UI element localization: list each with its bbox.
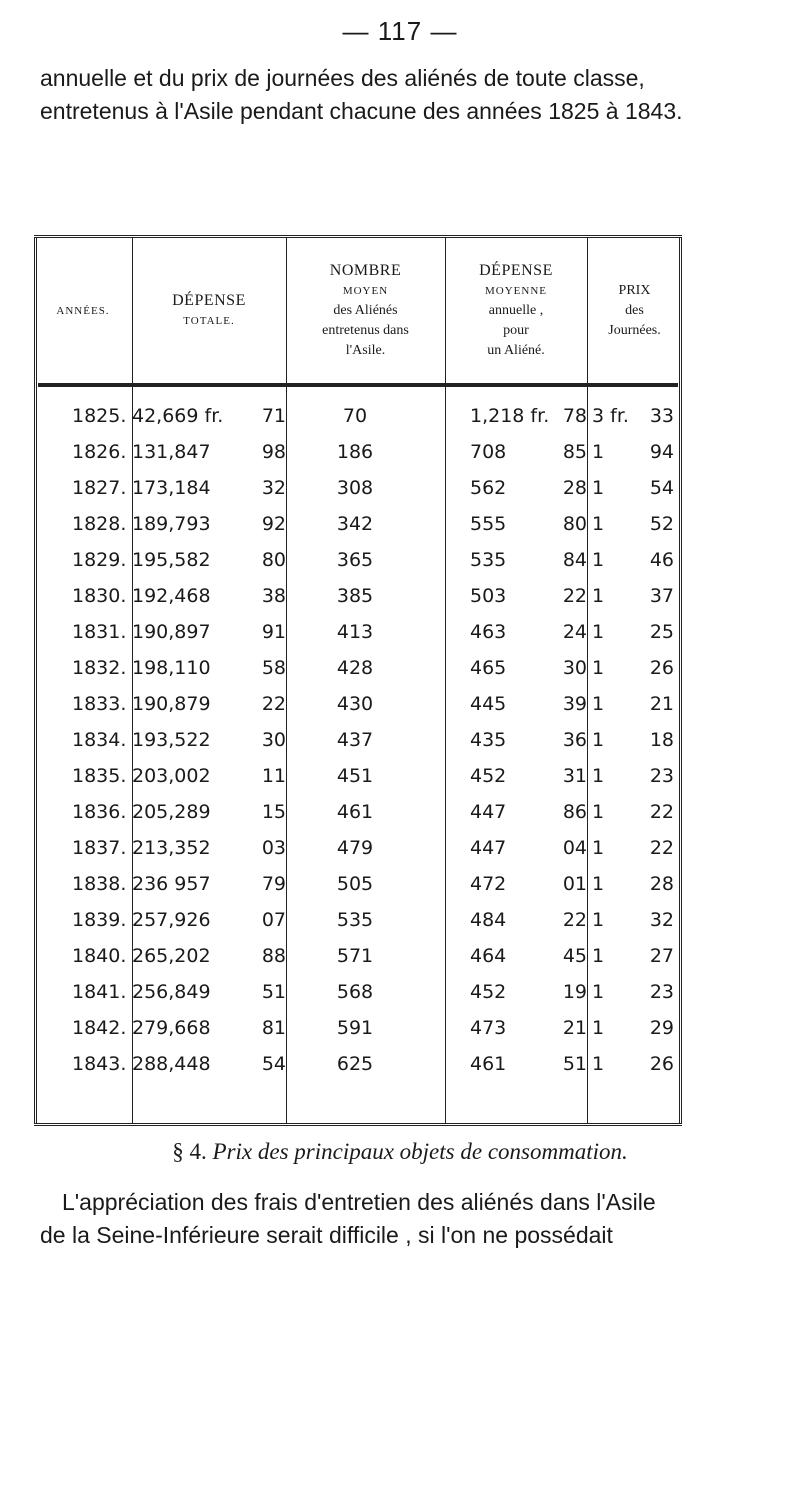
year-cell: 1837. — [72, 837, 127, 859]
table-row — [34, 905, 682, 941]
daily-price-cell: 1 — [592, 693, 605, 715]
year-cell: 1828. — [72, 513, 127, 535]
year-cell: 1825. — [72, 405, 127, 427]
header-text: TOTALE. — [183, 314, 235, 327]
table-row — [34, 401, 682, 437]
avg-expense-cell: 461 — [470, 1053, 507, 1075]
avg-expense-cell: 447 — [470, 837, 507, 859]
total-expense-cell: 131,847 — [132, 441, 211, 463]
avg-count-cell: 451 — [336, 765, 374, 787]
daily-price-cell: 1 — [592, 765, 605, 787]
total-expense-cell: 213,352 — [132, 837, 211, 859]
avg-count-cell: 505 — [336, 873, 374, 895]
total-expense-cents-cell: 51 — [261, 981, 286, 1003]
avg-expense-cents-cell: 80 — [562, 513, 587, 535]
avg-expense-cents-cell: 39 — [562, 693, 587, 715]
daily-price-cents-cell: 26 — [649, 657, 674, 679]
page-number: — 117 — — [342, 16, 458, 46]
daily-price-cents-cell: 23 — [649, 765, 674, 787]
daily-price-cents-cell: 18 — [649, 729, 674, 751]
year-cell: 1843. — [72, 1053, 127, 1075]
total-expense-cents-cell: 38 — [261, 585, 286, 607]
avg-count-cell: 591 — [336, 1017, 374, 1039]
avg-expense-cents-cell: 19 — [562, 981, 587, 1003]
table-row — [34, 581, 682, 617]
avg-expense-cell: 463 — [470, 621, 507, 643]
daily-price-cents-cell: 26 — [649, 1053, 674, 1075]
daily-price-cell: 1 — [592, 729, 605, 751]
header-rule — [38, 383, 678, 387]
avg-expense-cell: 708 — [470, 441, 507, 463]
year-cell: 1834. — [72, 729, 127, 751]
header-depense-totale — [132, 238, 286, 383]
avg-count-cell: 625 — [336, 1053, 374, 1075]
daily-price-cents-cell: 22 — [649, 801, 674, 823]
total-expense-cents-cell: 07 — [261, 909, 286, 931]
total-expense-cell: 205,289 — [132, 801, 211, 823]
table-row — [34, 545, 682, 581]
table-row — [34, 761, 682, 797]
header-nombre-moyen — [286, 238, 445, 383]
avg-count-cell: 568 — [336, 981, 374, 1003]
total-expense-cell: 189,793 — [132, 513, 211, 535]
header-text: pour — [503, 322, 529, 338]
header-text: MOYENNE — [485, 284, 547, 297]
daily-price-cell: 1 — [592, 981, 605, 1003]
avg-expense-cell: 464 — [470, 945, 507, 967]
total-expense-cell: 279,668 — [132, 1017, 211, 1039]
table-body — [34, 401, 682, 1085]
header-text: annuelle , — [488, 302, 544, 318]
total-expense-cents-cell: 22 — [261, 693, 286, 715]
daily-price-cell: 1 — [592, 441, 605, 463]
avg-expense-cell: 484 — [470, 909, 507, 931]
avg-expense-cents-cell: 22 — [562, 585, 587, 607]
total-expense-cents-cell: 15 — [261, 801, 286, 823]
year-cell: 1840. — [72, 945, 127, 967]
total-expense-cents-cell: 80 — [261, 549, 286, 571]
total-expense-cents-cell: 98 — [261, 441, 286, 463]
total-expense-cell: 193,522 — [132, 729, 211, 751]
table-row — [34, 833, 682, 869]
total-expense-cents-cell: 03 — [261, 837, 286, 859]
total-expense-cents-cell: 91 — [261, 621, 286, 643]
header-text: l'Asile. — [345, 342, 386, 358]
daily-price-cents-cell: 33 — [649, 405, 674, 427]
daily-price-cell: 3 fr. — [592, 405, 629, 427]
year-cell: 1836. — [72, 801, 127, 823]
total-expense-cell: 257,926 — [132, 909, 211, 931]
avg-count-cell: 535 — [336, 909, 374, 931]
avg-expense-cents-cell: 21 — [562, 1017, 587, 1039]
table-row — [34, 437, 682, 473]
header-text: des Aliénés — [333, 302, 398, 318]
total-expense-cell: 256,849 — [132, 981, 211, 1003]
daily-price-cents-cell: 28 — [649, 873, 674, 895]
year-cell: 1829. — [72, 549, 127, 571]
daily-price-cents-cell: 46 — [649, 549, 674, 571]
total-expense-cell: 195,582 — [132, 549, 211, 571]
header-text: Journées. — [608, 322, 661, 338]
year-cell: 1827. — [72, 477, 127, 499]
total-expense-cell: 203,002 — [132, 765, 211, 787]
daily-price-cents-cell: 52 — [649, 513, 674, 535]
total-expense-cell: 190,879 — [132, 693, 211, 715]
table-row — [34, 797, 682, 833]
table-row — [34, 1049, 682, 1085]
avg-count-cell: 413 — [336, 621, 374, 643]
avg-expense-cell: 562 — [470, 477, 507, 499]
section-heading — [0, 1139, 800, 1165]
daily-price-cell: 1 — [592, 513, 605, 535]
avg-expense-cell: 465 — [470, 657, 507, 679]
table-row — [34, 689, 682, 725]
daily-price-cents-cell: 22 — [649, 837, 674, 859]
total-expense-cents-cell: 30 — [261, 729, 286, 751]
daily-price-cell: 1 — [592, 1017, 605, 1039]
total-expense-cell: 265,202 — [132, 945, 211, 967]
total-expense-cell: 190,897 — [132, 621, 211, 643]
year-cell: 1831. — [72, 621, 127, 643]
header-depense-moyenne — [445, 238, 587, 383]
avg-count-cell: 70 — [342, 405, 368, 427]
daily-price-cell: 1 — [592, 801, 605, 823]
avg-expense-cents-cell: 85 — [562, 441, 587, 463]
daily-price-cents-cell: 21 — [649, 693, 674, 715]
total-expense-cents-cell: 11 — [261, 765, 286, 787]
total-expense-cell: 198,110 — [132, 657, 211, 679]
daily-price-cents-cell: 94 — [649, 441, 674, 463]
avg-count-cell: 461 — [336, 801, 374, 823]
daily-price-cents-cell: 37 — [649, 585, 674, 607]
avg-expense-cents-cell: 04 — [562, 837, 587, 859]
table-row — [34, 1013, 682, 1049]
intro-line: entretenus à l'Asile pendant chacune des années 1825 à 1843. — [40, 98, 683, 124]
avg-expense-cents-cell: 24 — [562, 621, 587, 643]
daily-price-cents-cell: 29 — [649, 1017, 674, 1039]
table-row — [34, 473, 682, 509]
total-expense-cell: 192,468 — [132, 585, 211, 607]
avg-count-cell: 186 — [336, 441, 374, 463]
header-prix-journees — [587, 238, 682, 383]
daily-price-cell: 1 — [592, 621, 605, 643]
daily-price-cell: 1 — [592, 585, 605, 607]
avg-expense-cents-cell: 86 — [562, 801, 587, 823]
avg-count-cell: 571 — [336, 945, 374, 967]
table-row — [34, 941, 682, 977]
avg-expense-cell: 452 — [470, 981, 507, 1003]
header-annees — [34, 238, 132, 383]
intro-line: annuelle et du prix de journées des aliénés de toute classe, — [40, 65, 645, 91]
paragraph-line: de la Seine-Inférieure serait difficile , si l'on ne possédait — [40, 1222, 613, 1248]
avg-expense-cents-cell: 01 — [562, 873, 587, 895]
avg-expense-cell: 1,218 fr. — [470, 405, 550, 427]
avg-count-cell: 479 — [336, 837, 374, 859]
year-cell: 1835. — [72, 765, 127, 787]
avg-expense-cell: 445 — [470, 693, 507, 715]
header-text: entretenus dans — [322, 322, 409, 338]
daily-price-cell: 1 — [592, 1053, 605, 1075]
paragraph-line: L'appréciation des frais d'entretien des aliénés dans l'Asile — [62, 1189, 656, 1215]
expense-table — [34, 235, 682, 1126]
total-expense-cell: 288,448 — [132, 1053, 211, 1075]
avg-expense-cell: 555 — [470, 513, 507, 535]
avg-expense-cents-cell: 84 — [562, 549, 587, 571]
avg-expense-cents-cell: 28 — [562, 477, 587, 499]
avg-expense-cell: 503 — [470, 585, 507, 607]
header-text: PRIX — [618, 282, 651, 298]
table-row — [34, 869, 682, 905]
avg-expense-cell: 447 — [470, 801, 507, 823]
year-cell: 1832. — [72, 657, 127, 679]
header-text: NOMBRE — [329, 261, 402, 279]
avg-count-cell: 385 — [336, 585, 374, 607]
total-expense-cents-cell: 71 — [261, 405, 286, 427]
avg-count-cell: 437 — [336, 729, 374, 751]
total-expense-cents-cell: 81 — [261, 1017, 286, 1039]
daily-price-cell: 1 — [592, 477, 605, 499]
section-number: § 4. — [172, 1139, 207, 1164]
total-expense-cell: 42,669 fr. — [132, 405, 224, 427]
avg-count-cell: 342 — [336, 513, 374, 535]
avg-expense-cents-cell: 51 — [562, 1053, 587, 1075]
daily-price-cell: 1 — [592, 657, 605, 679]
section-title: Prix des principaux objets de consommation. — [212, 1139, 628, 1164]
year-cell: 1839. — [72, 909, 127, 931]
avg-expense-cell: 452 — [470, 765, 507, 787]
daily-price-cell: 1 — [592, 837, 605, 859]
header-text: des — [625, 302, 644, 318]
body-paragraph — [40, 1186, 780, 1252]
avg-expense-cents-cell: 45 — [562, 945, 587, 967]
total-expense-cents-cell: 92 — [261, 513, 286, 535]
total-expense-cents-cell: 32 — [261, 477, 286, 499]
avg-expense-cell: 472 — [470, 873, 507, 895]
header-text: DÉPENSE — [479, 261, 553, 279]
table-row — [34, 653, 682, 689]
avg-expense-cell: 473 — [470, 1017, 507, 1039]
header-text: MOYEN — [342, 284, 389, 297]
year-cell: 1830. — [72, 585, 127, 607]
avg-expense-cents-cell: 31 — [562, 765, 587, 787]
avg-expense-cents-cell: 22 — [562, 909, 587, 931]
avg-expense-cents-cell: 36 — [562, 729, 587, 751]
daily-price-cents-cell: 32 — [649, 909, 674, 931]
total-expense-cents-cell: 58 — [261, 657, 286, 679]
avg-count-cell: 430 — [336, 693, 374, 715]
avg-expense-cents-cell: 78 — [562, 405, 587, 427]
daily-price-cell: 1 — [592, 945, 605, 967]
intro-text — [40, 62, 770, 128]
avg-count-cell: 308 — [336, 477, 374, 499]
total-expense-cents-cell: 88 — [261, 945, 286, 967]
daily-price-cell: 1 — [592, 549, 605, 571]
year-cell: 1842. — [72, 1017, 127, 1039]
year-cell: 1833. — [72, 693, 127, 715]
avg-count-cell: 428 — [336, 657, 374, 679]
avg-expense-cell: 535 — [470, 549, 507, 571]
header-text: un Aliéné. — [487, 342, 545, 358]
total-expense-cell: 236 957 — [132, 873, 211, 895]
daily-price-cell: 1 — [592, 909, 605, 931]
total-expense-cents-cell: 79 — [261, 873, 286, 895]
daily-price-cents-cell: 25 — [649, 621, 674, 643]
daily-price-cents-cell: 54 — [649, 477, 674, 499]
year-cell: 1826. — [72, 441, 127, 463]
total-expense-cents-cell: 54 — [261, 1053, 286, 1075]
table-row — [34, 977, 682, 1013]
year-cell: 1841. — [72, 981, 127, 1003]
daily-price-cents-cell: 23 — [649, 981, 674, 1003]
table-row — [34, 725, 682, 761]
avg-count-cell: 365 — [336, 549, 374, 571]
total-expense-cell: 173,184 — [132, 477, 211, 499]
avg-expense-cell: 435 — [470, 729, 507, 751]
table-row — [34, 509, 682, 545]
header-annees-label: ANNÉES. — [56, 304, 110, 317]
daily-price-cents-cell: 27 — [649, 945, 674, 967]
table-row — [34, 617, 682, 653]
avg-expense-cents-cell: 30 — [562, 657, 587, 679]
daily-price-cell: 1 — [592, 873, 605, 895]
header-text: DÉPENSE — [172, 291, 246, 309]
year-cell: 1838. — [72, 873, 127, 895]
